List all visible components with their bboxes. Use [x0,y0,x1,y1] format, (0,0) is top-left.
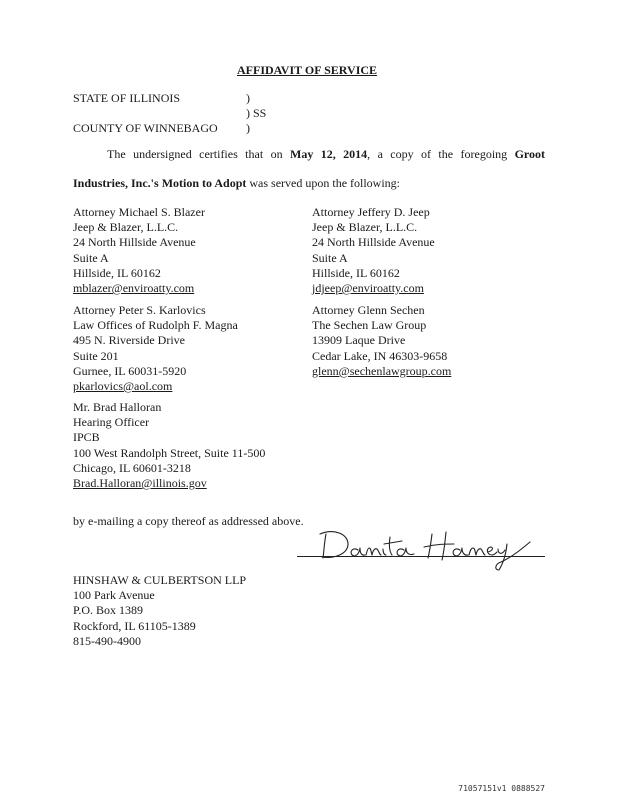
firm-name: HINSHAW & CULBERTSON LLP [73,573,247,587]
venue-paren-top: ) [246,91,250,105]
firm-po-box: P.O. Box 1389 [73,603,144,618]
recipient-name: Attorney Michael S. Blazer [73,205,205,219]
cert-pre: The undersigned certifies that on [107,147,283,161]
recipient-street: 24 North Hillside Avenue [312,235,435,250]
recipient-halloran [73,400,265,491]
cert-party-rest: Industries, Inc.'s Motion to Adopt [73,176,247,190]
recipient-email: mblazer@enviroatty.com [73,281,195,296]
recipient-name: Attorney Glenn Sechen [312,303,425,317]
recipient-city: Hillside, IL 60162 [73,265,161,280]
recipient-org: IPCB [73,430,100,445]
recipient-street: 100 West Randolph Street, Suite 11-500 [73,445,266,460]
signature-line [297,556,545,557]
recipient-blazer [73,205,205,296]
recipient-email: jdjeep@enviroatty.com [312,281,424,296]
recipient-firm: Law Offices of Rudolph F. Magna [73,318,238,333]
cert-post: was served upon the following: [249,176,401,190]
recipient-city: Chicago, IL 60601-3218 [73,460,191,475]
recipient-city: Hillside, IL 60162 [312,265,400,280]
recipient-street: 13909 Laque Drive [312,333,406,348]
recipient-street: 495 N. Riverside Drive [73,333,185,348]
recipient-sechen [312,303,451,379]
signature-image [318,522,533,572]
recipient-title: Hearing Officer [73,415,150,430]
recipient-name: Mr. Brad Halloran [73,400,162,414]
recipient-karlovics [73,303,238,394]
recipient-email: glenn@sechenlawgroup.com [312,363,452,378]
firm-phone: 815-490-4900 [73,633,141,648]
cert-party-first: Groot [514,147,546,161]
recipient-suite: Suite A [312,250,348,265]
recipient-firm: Jeep & Blazer, L.L.C. [73,220,179,235]
certification-line-2 [73,176,400,191]
cert-mid: , a copy of the foregoing [367,147,508,161]
venue-paren-bottom: ) [246,121,250,135]
firm-city: Rockford, IL 61105-1389 [73,618,196,633]
document-title: AFFIDAVIT OF SERVICE [237,63,378,77]
document-id: 71057151v1 0888527 [458,784,545,793]
firm-block [73,573,246,649]
venue-ss: ) SS [246,106,267,120]
recipient-name: Attorney Peter S. Karlovics [73,303,206,317]
recipient-street: 24 North Hillside Avenue [73,235,196,250]
recipient-firm: Jeep & Blazer, L.L.C. [312,220,418,235]
recipient-city: Cedar Lake, IN 46303-9658 [312,348,448,363]
venue-state: STATE OF ILLINOIS [73,91,181,105]
recipient-email: Brad.Halloran@illinois.gov [73,476,207,491]
recipient-suite: Suite A [73,250,109,265]
cert-date: May 12, 2014 [290,147,368,161]
service-method: by e-mailing a copy thereof as addressed above. [73,514,304,528]
recipient-firm: The Sechen Law Group [312,318,427,333]
certification-line-1 [73,147,545,162]
recipient-jeep [312,205,435,296]
recipient-email: pkarlovics@aol.com [73,379,173,394]
venue-county: COUNTY OF WINNEBAGO [73,121,218,135]
recipient-city: Gurnee, IL 60031-5920 [73,363,187,378]
firm-street: 100 Park Avenue [73,588,155,603]
recipient-suite: Suite 201 [73,348,119,363]
recipient-name: Attorney Jeffery D. Jeep [312,205,430,219]
